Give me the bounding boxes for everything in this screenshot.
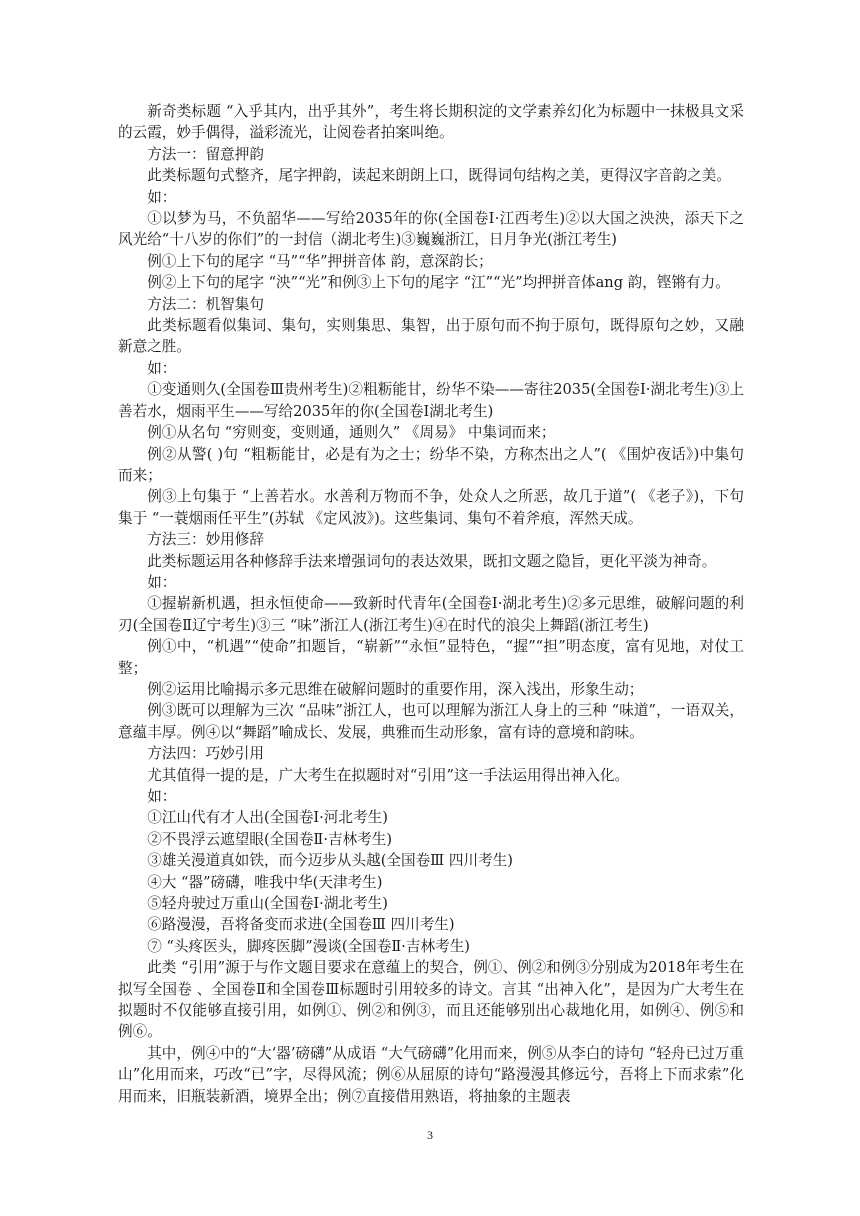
paragraph: 例①上下句的尾字 “马”“华”押拼音体 韵，意深韵长；	[147, 252, 493, 270]
paragraph: 尤其值得一提的是，广大考生在拟题时对“引用”这一手法运用得出神入化。	[147, 766, 630, 784]
list-item: ②不畏浮云遮望眼(全国卷Ⅱ·吉林考生)	[147, 830, 393, 848]
paragraph: 此类标题句式整齐，尾字押韵，读起来朗朗上口，既得词句结构之美，更得汉字音韵之美。	[147, 167, 731, 185]
list-item: ⑤轻舟驶过万重山(全国卷Ⅰ·湖北考生)	[147, 895, 388, 913]
list-item: ①江山代有才人出(全国卷Ⅰ·河北考生)	[147, 809, 388, 827]
paragraph: 此类标题看似集词、集句，实则集思、集智，出于原句而不拘于原句，既得原句之妙，又融新意之胜。	[118, 317, 744, 356]
paragraph: 例①中，“机遇”“使命”扣题旨，“崭新”“永恒”显特色，“握”“担”明态度，富有见地，对仗工整；	[118, 638, 744, 677]
paragraph: ①以梦为马，不负韶华——写给2035年的你(全国卷Ⅰ·江西考生)②以大国之泱泱，添天下之风光给“十八岁的你们”的一封信（湖北考生)③巍巍浙江，日月争光(浙江考生)	[118, 210, 744, 249]
page-number: 3	[427, 1128, 433, 1142]
method-heading: 方法四：巧妙引用	[147, 745, 264, 763]
paragraph: 如：	[147, 188, 177, 206]
method-heading: 方法三：妙用修辞	[147, 531, 264, 549]
paragraph: 其中，例④中的“大‘器’磅礴”从成语 “大气磅礴”化用而来，例⑤从李白的诗句 “轻舟已过万重山”化用而来，巧改“已”字，尽得风流；例⑥从屈原的诗句“路漫漫其修远兮，吾将上下而求索”化用而来，旧瓶装新酒，境界全出；例⑦直接借用熟语，将抽象的主题表	[118, 1044, 744, 1105]
paragraph: ①握崭新机遇，担永恒使命——致新时代青年(全国卷Ⅰ·湖北考生)②多元思维，破解问题的利刃(全国卷Ⅱ辽宁考生)③三 “味”浙江人(浙江考生)④在时代的浪尖上舞蹈(浙江考生)	[118, 595, 744, 634]
method-heading: 方法二：机智集句	[147, 295, 264, 313]
paragraph: 如：	[147, 788, 177, 805]
list-item: ⑥路漫漫，吾将备变而求进(全国卷Ⅲ 四川考生)	[147, 916, 455, 934]
paragraph: 如：	[147, 359, 177, 377]
paragraph: 新奇类标题 “入乎其内，出乎其外”，考生将长期积淀的文学素养幻化为标题中一抹极具文采的云霞，妙手偶得，溢彩流光，让阅卷者拍案叫绝。	[118, 103, 744, 142]
paragraph: 此类标题运用各种修辞手法来增强词句的表达效果，既扣文题之隐旨，更化平淡为神奇。	[147, 552, 717, 570]
list-item: ③雄关漫道真如铁，而今迈步从头越(全国卷Ⅲ 四川考生)	[147, 852, 513, 870]
paragraph: 例③既可以理解为三次 “品味”浙江人，也可以理解为浙江人身上的三种 “味道”，一语双关，意蕴丰厚。例④以“舞蹈”喻成长、发展，典雅而生动形象，富有诗的意境和韵味。	[118, 702, 744, 741]
list-item: ④大 “器”磅礴，唯我中华(天津考生)	[147, 873, 383, 891]
paragraph: 例②运用比喻揭示多元思维在破解问题时的重要作用，深入浅出，形象生动；	[147, 680, 644, 698]
body-text	[118, 101, 744, 1107]
paragraph: 此类 “引用”源于与作文题目要求在意蕴上的契合，例①、例②和例③分别成为2018年考生在拟写全国卷 、全国卷Ⅱ和全国卷Ⅲ标题时引用较多的诗文。言其 “出神入化”，是因为广大考生在拟题时不仅能够直接引用，如例①、例②和例③，而且还能够别出心裁地化用，如例④、例⑤和例⑥。	[118, 959, 744, 1041]
method-heading: 方法一：留意押韵	[147, 145, 264, 163]
list-item: ⑦ “头疼医头，脚疼医脚”漫谈(全国卷Ⅱ·吉林考生)	[147, 937, 470, 955]
paragraph: 如：	[147, 573, 177, 591]
paragraph: 例③上句集于 “上善若水。水善利万物而不争，处众人之所恶，故几于道”( 《老子》)，下句集于 “一蓑烟雨任平生”(苏轼 《定风波》)。这些集词、集句不着斧痕，浑然天成。	[118, 488, 744, 527]
paragraph: ①变通则久(全国卷Ⅲ贵州考生)②粗粝能甘，纷华不染——寄往2035(全国卷Ⅰ·湖北考生)③上善若水，烟雨平生——写给2035年的你(全国卷Ⅰ湖北考生)	[118, 381, 744, 420]
paragraph: 例②从警( )句 “粗粝能甘，必是有为之士；纷华不染，方称杰出之人”( 《围炉夜话》)中集句而来；	[118, 445, 744, 484]
paragraph: 例①从名句 “穷则变，变则通，通则久” 《周易》 中集词而来；	[147, 424, 556, 442]
paragraph: 例②上下句的尾字 “泱”“光”和例③上下句的尾字 “江”“光”均押拼音体ang 韵，铿锵有力。	[147, 274, 730, 292]
